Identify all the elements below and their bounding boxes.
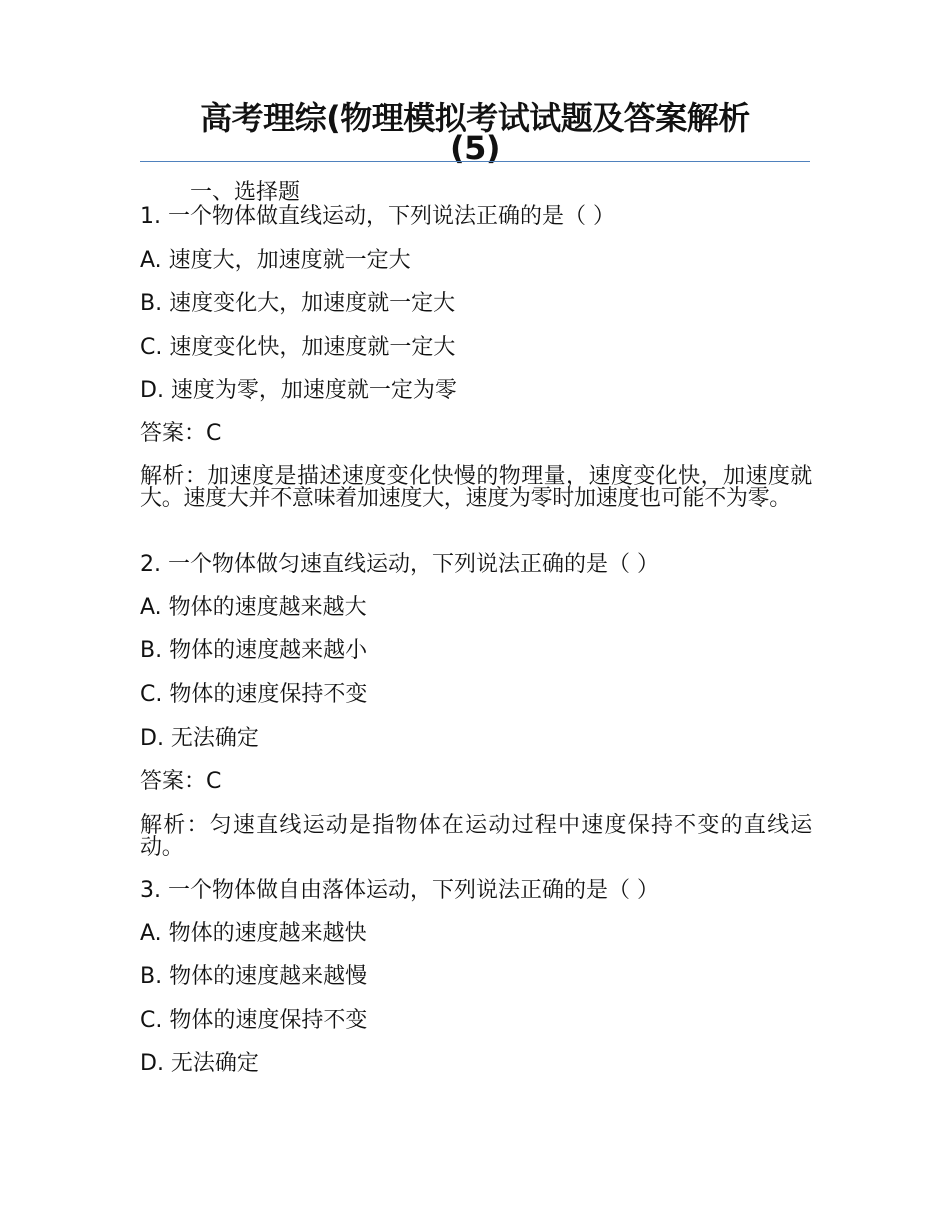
question-1-answer: 答案：C [140,421,222,446]
question-3-option-a: A. 物体的速度越来越快 [140,921,367,946]
question-3-option-b: B. 物体的速度越来越慢 [140,964,368,989]
question-1-stem: 1. 一个物体做直线运动，下列说法正确的是（ ） [140,204,615,229]
question-3-option-c: C. 物体的速度保持不变 [140,1008,368,1033]
question-1-option-a: A. 速度大，加速度就一定大 [140,248,411,273]
question-1-option-b: B. 速度变化大，加速度就一定大 [140,291,456,316]
question-2-analysis: 解析：匀速直线运动是指物体在运动过程中速度保持不变的直线运动。 [140,813,812,860]
question-2-option-d: D. 无法确定 [140,726,259,751]
question-1-analysis: 解析：加速度是描述速度变化快慢的物理量，速度变化快，加速度就大。速度大并不意味着加速度大，速度为零时加速度也可能不为零。 [140,464,812,511]
question-1-option-d: D. 速度为零，加速度就一定为零 [140,378,457,403]
document-title: 高考理综(物理模拟考试试题及答案解析 (5) [200,99,750,167]
question-2-answer: 答案：C [140,769,222,794]
question-1-option-c: C. 速度变化快，加速度就一定大 [140,335,456,360]
title-underline [140,161,810,162]
question-3-option-d: D. 无法确定 [140,1051,259,1076]
question-2-option-a: A. 物体的速度越来越大 [140,595,367,620]
question-2-option-c: C. 物体的速度保持不变 [140,682,368,707]
question-2-stem: 2. 一个物体做匀速直线运动，下列说法正确的是（ ） [140,552,659,577]
question-2-option-b: B. 物体的速度越来越小 [140,638,368,663]
section-heading: 一、选择题 [190,180,301,205]
question-3-stem: 3. 一个物体做自由落体运动，下列说法正确的是（ ） [140,878,659,903]
